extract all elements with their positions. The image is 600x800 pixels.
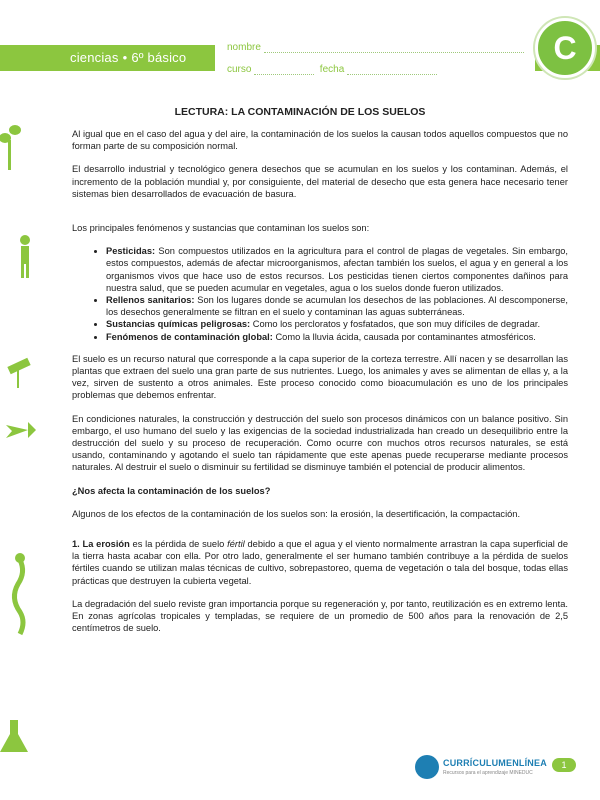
name-row bbox=[227, 42, 524, 53]
subject-label: ciencias bbox=[70, 50, 119, 65]
list-item bbox=[106, 245, 568, 294]
lizard-icon bbox=[14, 553, 25, 634]
paragraph-1: Al igual que en el caso del agua y del aire, la contaminación de los suelos la causan todos aquellos compuestos que no forman parte de su composición normal. bbox=[72, 129, 568, 152]
date-label: fecha bbox=[319, 64, 345, 75]
logo-icon bbox=[415, 755, 439, 779]
paragraph-4: El suelo es un recurso natural que corresponde a la capa superior de la corteza terrestre. Allí nacen y se desarrollan las plantas que extraen del suelo una gran parte de sus nutrientes. Luego, los animales y aves se alimentan de ellas y, a la vez, sirven de sustento a otros animales. Este proceso conocido como bioacumulación es uno de los principales problemas que debemos enfrentar. bbox=[72, 353, 568, 401]
paragraph-2: El desarrollo industrial y tecnológico genera desechos que se acumulan en los suelos y los contaminan. Además, el incremento de la población mundial y, por consiguiente, del material de desecho que esta genera hace necesario tener sistemas bien desarrollados de evacuación de basura. bbox=[72, 164, 568, 199]
flask-icon bbox=[0, 720, 28, 752]
paragraph-6: Algunos de los efectos de la contaminación de los suelos son: la erosión, la desertificación, la compactación. bbox=[72, 508, 521, 519]
bullet-term: Fenómenos de contaminación global: bbox=[106, 331, 273, 342]
telescope-icon bbox=[7, 358, 30, 388]
course-date-row bbox=[227, 64, 437, 75]
erosion-text-b: debido a que el agua y el viento normalmente arrastran la capa superficial de la tierra hasta acabar con ella. Por otro lado, generalmente el ser humano también contribuye a la pérdida de suelos fértiles cuando se utilizan malas técnicas de cultivo, sobrepastoreo, quema de vegetación o tala del bosque, todas ellas prácticas que destruyen la cubierta vegetal. bbox=[72, 539, 569, 586]
reading-body bbox=[72, 128, 568, 646]
date-field[interactable] bbox=[347, 64, 437, 75]
page-title: LECTURA: LA CONTAMINACIÓN DE LOS SUELOS bbox=[174, 106, 426, 118]
erosion-text-a: es la pérdida de suelo bbox=[129, 539, 228, 550]
list-item bbox=[106, 318, 568, 330]
subject-badge: C bbox=[535, 18, 595, 78]
student-info-card bbox=[215, 30, 535, 86]
name-label: nombre bbox=[227, 42, 261, 53]
bullet-term: Pesticidas: bbox=[106, 246, 156, 257]
paragraph-8: La degradación del suelo reviste gran importancia porque su regeneración y, por tanto, reutilización es en extremo lenta. En zonas agrícolas tropicales y templadas, se requiere de un promedio de 500 años para la renovación de 2,5 centímetros de suelo. bbox=[72, 598, 568, 634]
erosion-italic: fértil bbox=[227, 539, 245, 550]
grade-label: 6º básico bbox=[131, 50, 187, 65]
plant-icon bbox=[0, 125, 21, 170]
bullet-text: Como los percloratos y fosfatados, que son muy difíciles de degradar. bbox=[250, 319, 541, 330]
paragraph-3: Los principales fenómenos y sustancias que contaminan los suelos son: bbox=[72, 223, 370, 234]
section-question: ¿Nos afecta la contaminación de los suelos? bbox=[72, 485, 271, 496]
course-field[interactable] bbox=[254, 64, 314, 75]
side-illustrations bbox=[0, 100, 40, 800]
erosion-term: 1. La erosión bbox=[72, 539, 130, 550]
fish-icon bbox=[6, 422, 36, 438]
person-icon bbox=[20, 235, 30, 278]
paragraph-7 bbox=[72, 538, 568, 587]
bullet-text: Son los lugares donde se acumulan los desechos de las poblaciones. Al descomponerse, los desechos generalmente se filtran en el suelo y contaminan las aguas subterráneas. bbox=[106, 295, 568, 318]
bullet-term: Sustancias químicas peligrosas: bbox=[106, 319, 251, 330]
pollutant-list bbox=[72, 245, 568, 343]
logo-text: CURRÍCULUMENLÍNEA bbox=[443, 758, 547, 768]
list-item bbox=[106, 294, 568, 318]
bullet-text: Como la lluvia ácida, causada por contaminantes atmosféricos. bbox=[272, 331, 536, 342]
course-label: curso bbox=[227, 64, 252, 75]
paragraph-5: En condiciones naturales, la construcción y destrucción del suelo son procesos dinámicos con un balance positivo. Sin embargo, el uso humano del suelo y las exigencias de la sociedad industrializada han creado un desequilibrio entre la destrucción del suelo y su proceso de recuperación. Como ocurre con muchos otros recursos naturales, se está usando, contaminando y agotando el suelo tan rápidamente que este apenas puede recuperarse mediante procesos naturales. Al destruir el suelo o disminuir su fertilidad se disminuye también el potencial de producir alimentos. bbox=[72, 413, 568, 473]
logo-subtext: Recursos para el aprendizaje MINEDUC bbox=[443, 770, 533, 776]
bullet-term: Rellenos sanitarios: bbox=[106, 295, 195, 306]
bullet-text: Son compuestos utilizados en la agricultura para el control de plagas de vegetales. Sin embargo, estos compuestos, además de afectar microorganismos, afectan también los suelos, el agua y en general a los organismos vivos que hace uso de estos recursos. Los pesticidas tienen ciertos componentes dañinos para nuestra salud, que se pueden acumular en vegetales, agua o los suelos donde fueron utilizados. bbox=[106, 246, 568, 293]
page-number: 1 bbox=[552, 758, 576, 772]
curriculum-logo[interactable] bbox=[415, 755, 545, 783]
subject-grade: ciencias • 6º básico bbox=[70, 50, 187, 65]
worksheet-header bbox=[0, 0, 600, 95]
name-field[interactable] bbox=[264, 42, 524, 53]
list-item bbox=[106, 331, 568, 343]
